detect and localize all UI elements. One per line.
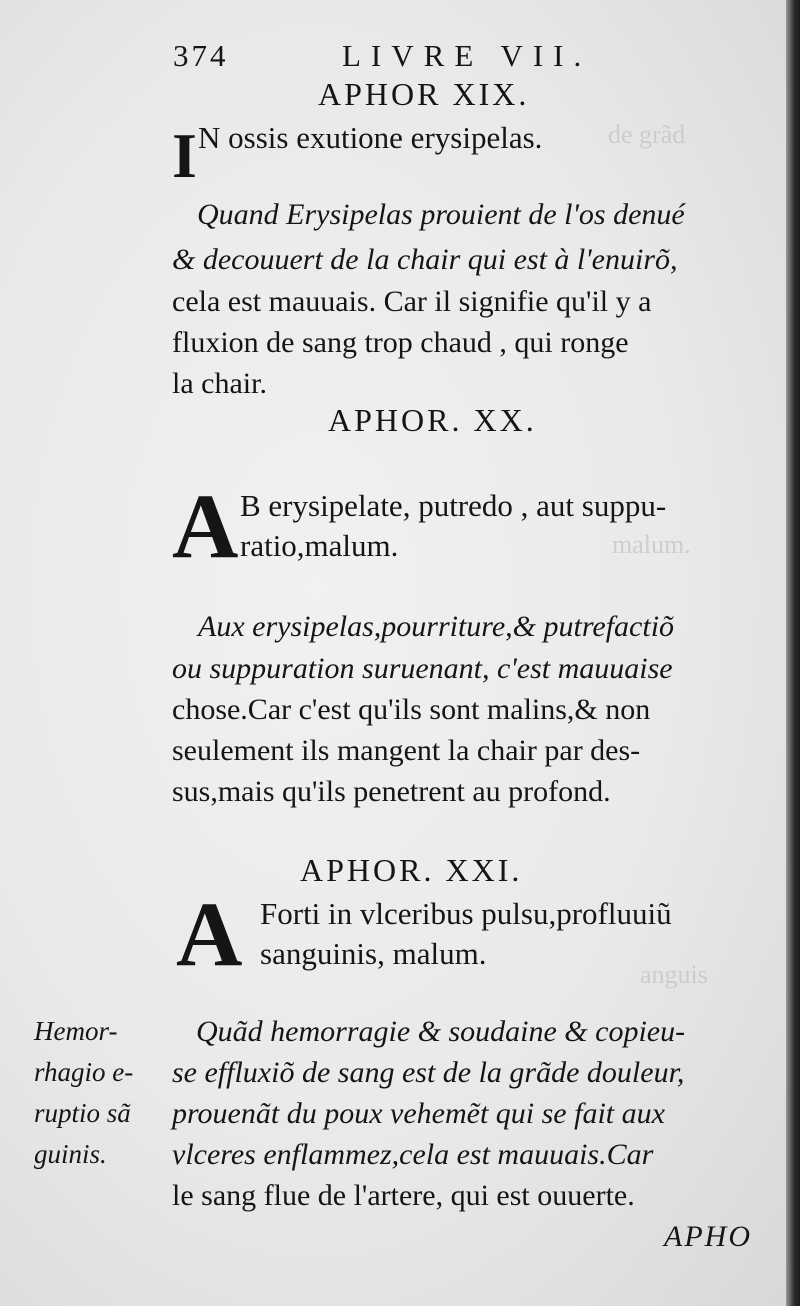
running-title: LIVRE VII. bbox=[342, 38, 592, 73]
french-commentary-line: le sang flue de l'artere, qui est ouuerte. bbox=[172, 1179, 635, 1212]
show-through-text: anguis bbox=[640, 960, 708, 989]
page-number: 374 bbox=[173, 38, 229, 73]
latin-aphorism-text: B erysipelate, putredo , aut suppu- bbox=[240, 488, 667, 523]
french-commentary-line: ou suppuration suruenant, c'est mauuaise bbox=[172, 652, 673, 685]
show-through-text: de grãd bbox=[608, 120, 686, 149]
latin-aphorism-text: N ossis exutione erysipelas. bbox=[198, 120, 543, 155]
french-commentary-line: vlceres enflammez,cela est mauuais.Car bbox=[172, 1138, 654, 1171]
aphorism-heading: APHOR XIX. bbox=[318, 76, 530, 112]
show-through-text: malum. bbox=[612, 530, 691, 559]
french-commentary-line: Quand Erysipelas prouient de l'os denué bbox=[197, 198, 685, 231]
french-commentary-line: cela est mauuais. Car il signifie qu'il y a bbox=[172, 285, 652, 318]
aphorism-heading: APHOR. XX. bbox=[328, 402, 537, 438]
marginal-note-line: guinis. bbox=[34, 1139, 107, 1169]
marginal-note-line: rhagio e- bbox=[34, 1057, 134, 1087]
drop-cap: A bbox=[176, 883, 243, 985]
french-commentary-line: la chair. bbox=[172, 367, 267, 400]
french-commentary-line: Quãd hemorragie & soudaine & copieu- bbox=[196, 1015, 686, 1048]
page-gutter-shadow bbox=[786, 0, 800, 1306]
french-commentary-line: se effluxiõ de sang est de la grãde douleur, bbox=[172, 1056, 685, 1089]
french-commentary-line: fluxion de sang trop chaud , qui ronge bbox=[172, 326, 629, 359]
french-commentary-line: chose.Car c'est qu'ils sont malins,& non bbox=[172, 693, 651, 726]
latin-aphorism-text: Forti in vlceribus pulsu,profluuiũ bbox=[260, 896, 672, 931]
french-commentary-line: seulement ils mangent la chair par des- bbox=[172, 734, 641, 767]
french-commentary-line: prouenãt du poux vehemẽt qui se fait aux bbox=[172, 1097, 665, 1130]
drop-cap: I bbox=[172, 120, 197, 191]
drop-cap: A bbox=[172, 475, 239, 577]
marginal-note-line: ruptio sã bbox=[34, 1098, 131, 1128]
latin-aphorism-text: sanguinis, malum. bbox=[260, 936, 487, 971]
french-commentary-line: & decouuert de la chair qui est à l'enuirõ, bbox=[172, 243, 678, 276]
aphorism-heading: APHOR. XXI. bbox=[300, 852, 523, 888]
french-commentary-line: Aux erysipelas,pourriture,& putrefactiõ bbox=[198, 610, 675, 643]
french-commentary-line: sus,mais qu'ils penetrent au profond. bbox=[172, 775, 611, 808]
marginal-note-line: Hemor- bbox=[34, 1016, 118, 1046]
latin-aphorism-text: ratio,malum. bbox=[240, 528, 399, 563]
catchword: APHO bbox=[664, 1220, 752, 1253]
